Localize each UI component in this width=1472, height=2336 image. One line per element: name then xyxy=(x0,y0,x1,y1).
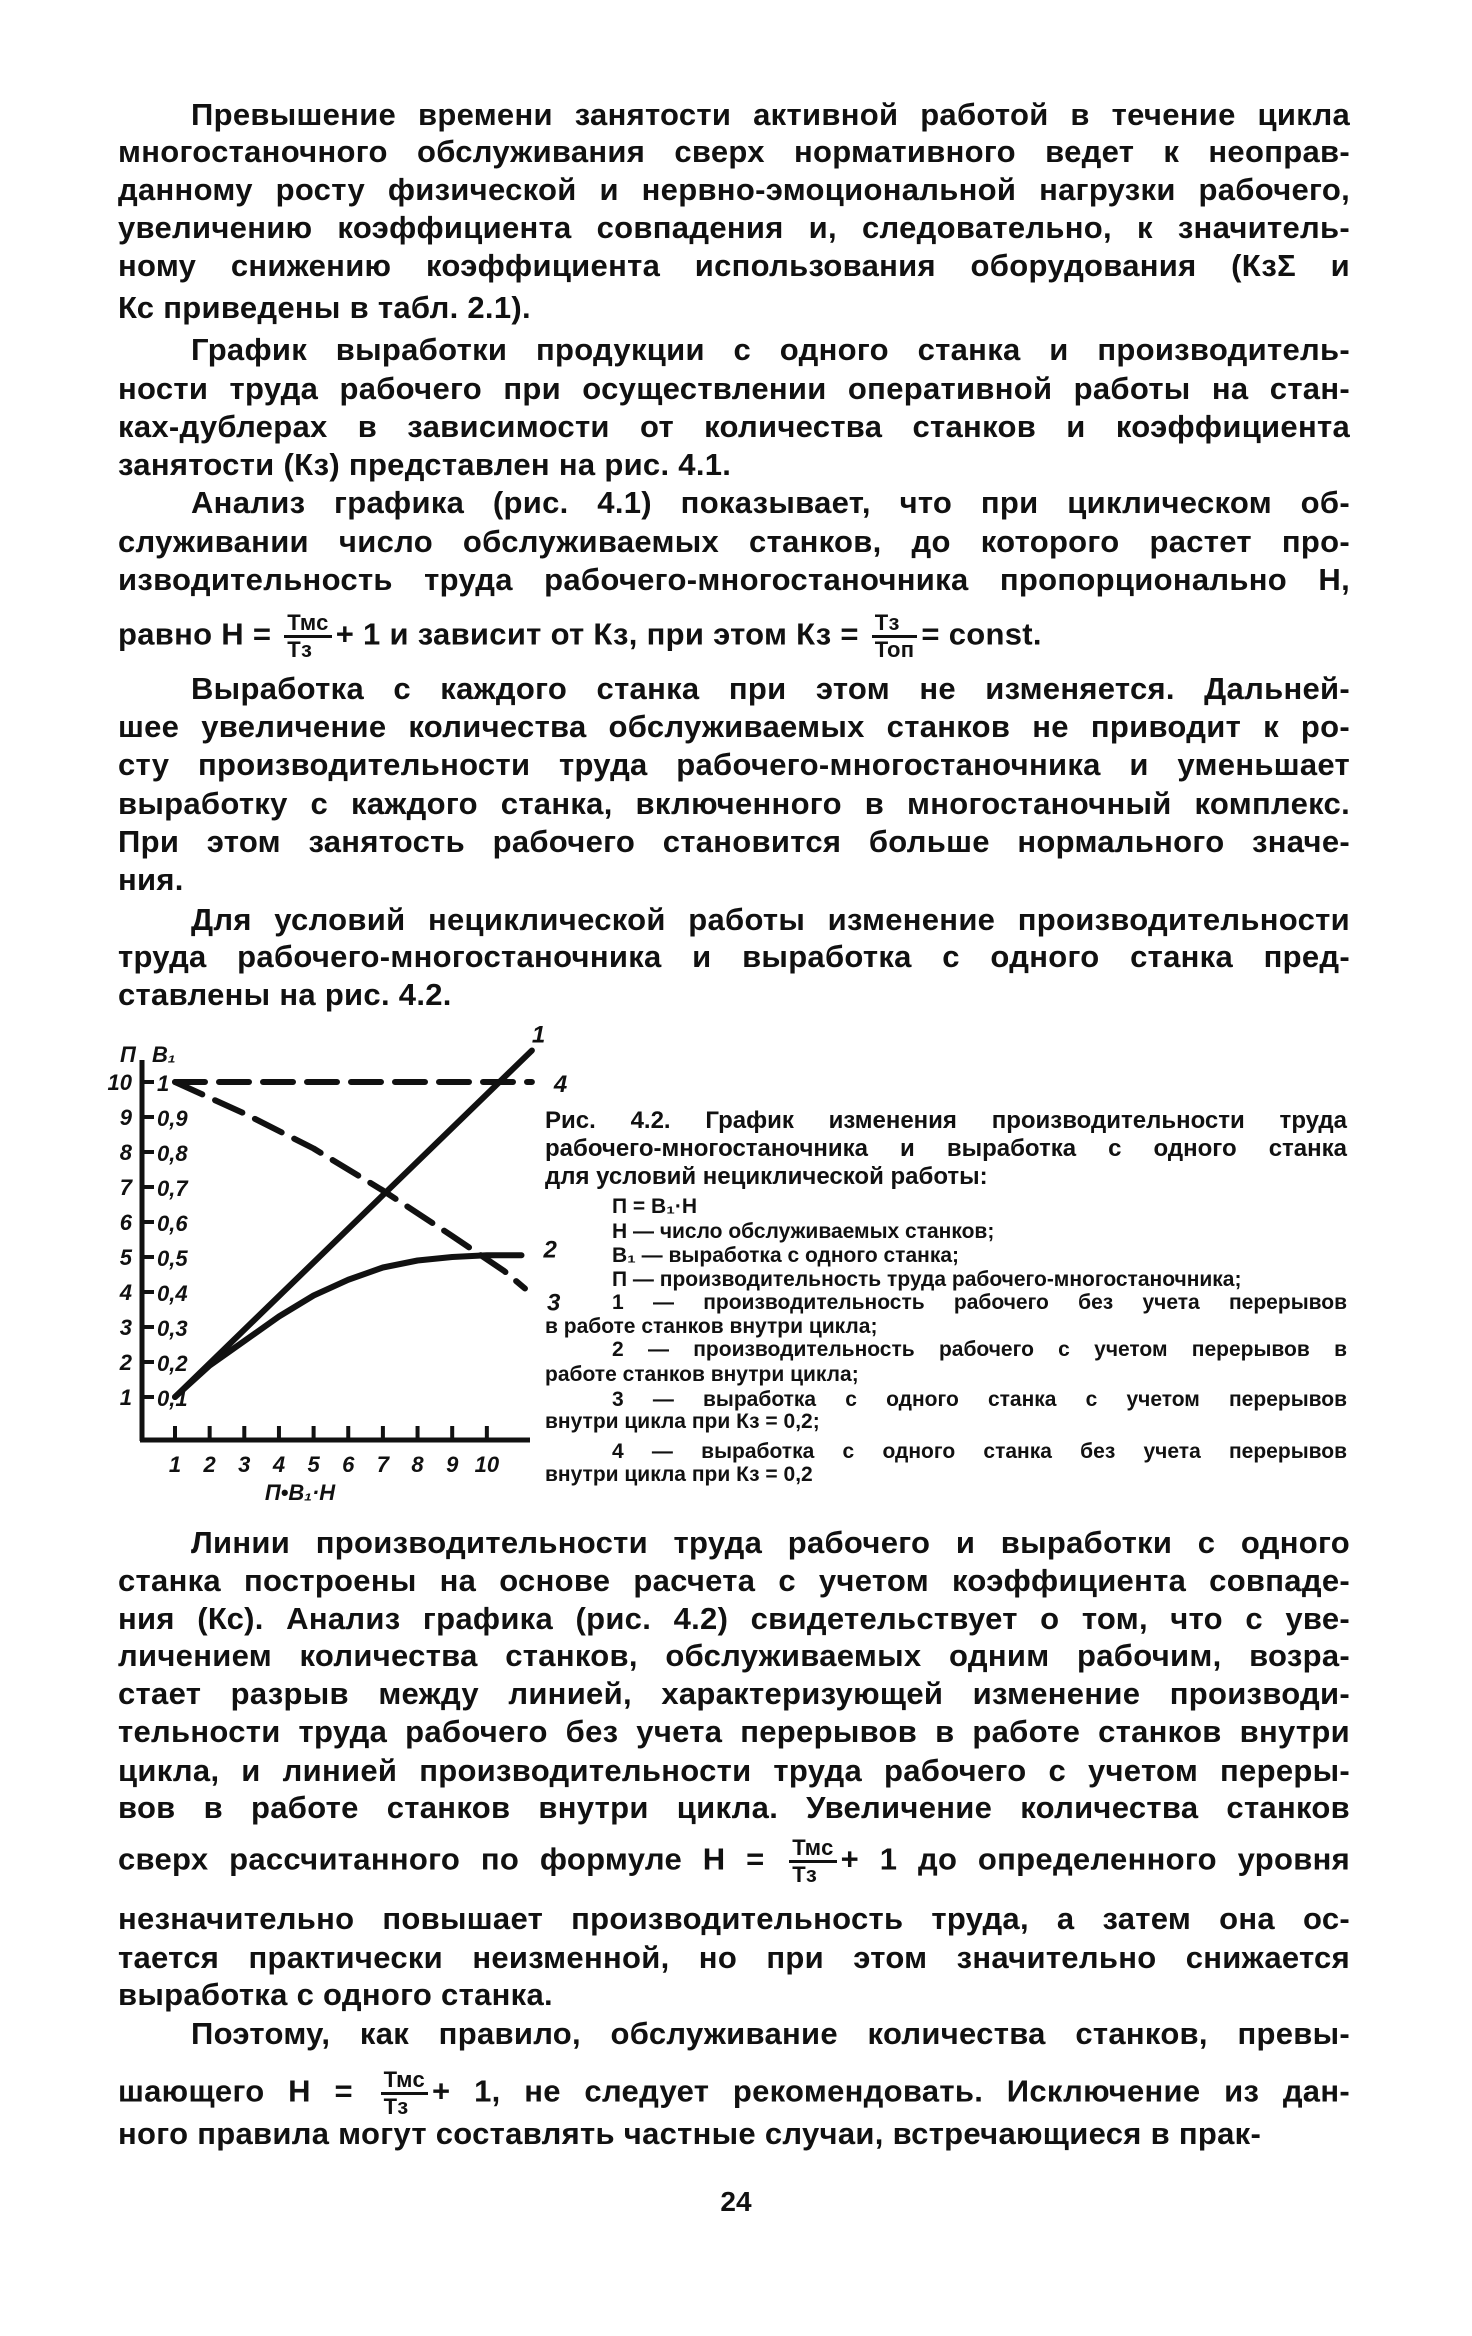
y-tick-label-B: 1 xyxy=(157,1071,170,1096)
x-tick-label: 4 xyxy=(272,1452,286,1477)
fraction-denominator: Тз xyxy=(287,636,313,662)
text-line: стает разрыв между линией, характеризующей изменение производи- xyxy=(118,1676,1350,1712)
text-line: Анализ графика (рис. 4.1) показывает, что при циклическом об- xyxy=(191,485,1350,521)
text-line: изводительность труда рабочего-многостаночника пропорционально Н, xyxy=(118,561,1350,597)
fraction xyxy=(789,1836,836,1887)
y-tick-label-B: 0,9 xyxy=(157,1106,188,1131)
series-label: 3 xyxy=(546,1289,561,1317)
y-tick-label-P: 2 xyxy=(119,1350,132,1375)
fraction xyxy=(284,611,331,662)
x-tick-label: 5 xyxy=(307,1452,320,1477)
x-tick-label: 8 xyxy=(411,1452,424,1477)
y-tick-label-B: 0,6 xyxy=(157,1211,188,1236)
y-tick-label-B: 0,8 xyxy=(157,1141,188,1166)
y-tick-label-P: 10 xyxy=(107,1070,132,1095)
caption-line: В₁ — выработка с одного станка; xyxy=(612,1244,960,1268)
caption-line: 4 — выработка с одного станка без учета перерывов xyxy=(612,1439,1347,1463)
text-line: Линии производительности труда рабочего и выработки с одного xyxy=(191,1524,1350,1560)
x-tick-label: 2 xyxy=(203,1452,216,1477)
text-segment: равно Н = xyxy=(118,616,281,652)
y-axis-title-P: П xyxy=(120,1042,136,1067)
text-line: Поэтому, как правило, обслуживание количества станков, превы- xyxy=(191,2016,1350,2052)
text-line: служивании число обслуживаемых станков, до которого растет про- xyxy=(118,523,1350,559)
y-tick-label-B: 0,7 xyxy=(157,1176,188,1201)
x-tick-label: 6 xyxy=(342,1452,355,1477)
x-tick-label: 7 xyxy=(376,1452,390,1477)
fraction-numerator: Тмс xyxy=(381,2068,428,2095)
y-tick-label-P: 3 xyxy=(119,1315,132,1340)
series-line-3 xyxy=(175,1082,525,1289)
text-line: ставлены на рис. 4.2. xyxy=(118,977,452,1013)
text-line: График выработки продукции с одного станка и производитель- xyxy=(191,332,1350,368)
y-tick-label-B: 0,2 xyxy=(157,1351,188,1376)
x-tick-label: 1 xyxy=(168,1452,182,1477)
text-line: незначительно повышает производительность труда, а затем она ос- xyxy=(118,1901,1350,1937)
x-tick-label: 3 xyxy=(238,1452,251,1477)
text-line: Для условий нециклической работы изменение производительности xyxy=(191,901,1350,937)
fraction-numerator: Тмс xyxy=(789,1836,836,1863)
y-tick-label-P: 5 xyxy=(119,1245,132,1270)
text-line: вов в работе станков внутри цикла. Увеличение количества станков xyxy=(118,1789,1350,1825)
caption-line: 2 — производительность рабочего с учетом перерывов в xyxy=(612,1338,1347,1362)
text-line: тается практически неизменной, но при этом значительно снижается xyxy=(118,1939,1350,1975)
series-label: 2 xyxy=(543,1236,557,1264)
text-line xyxy=(118,2068,1350,2119)
caption-line: внутри цикла при Кз = 0,2; xyxy=(545,1410,820,1434)
page-number: 24 xyxy=(720,2186,752,2217)
fraction-denominator: Топ xyxy=(874,636,915,662)
x-tick-label: 9 xyxy=(446,1452,459,1477)
x-tick-label: 10 xyxy=(474,1452,500,1477)
text-segment: сверх рассчитанного по формуле Н = xyxy=(118,1841,786,1877)
text-line: сту производительности труда рабочего-многостаночника и уменьшает xyxy=(118,747,1350,783)
text-segment: шающего Н = xyxy=(118,2073,377,2109)
text-line: увеличению коэффициента совпадения и, следовательно, к значитель- xyxy=(118,210,1350,246)
text-line: цикла, и линией производительности труда рабочего с учетом переры- xyxy=(118,1752,1350,1788)
caption-line: Рис. 4.2. График изменения производительности труда xyxy=(545,1106,1347,1134)
text-line: выработка с одного станка. xyxy=(118,1976,553,2012)
text-line: тельности труда рабочего без учета перерывов в работе станков внутри xyxy=(118,1714,1350,1750)
series-label: 4 xyxy=(553,1071,568,1098)
y-tick-label-B: 0,1 xyxy=(157,1386,188,1411)
text-line: Выработка с каждого станка при этом не изменяется. Дальней- xyxy=(191,670,1350,706)
y-axis-title-B: В₁ xyxy=(152,1042,176,1067)
text-line: личением количества станков, обслуживаемых одним рабочим, возра- xyxy=(118,1637,1350,1673)
caption-line: для условий нециклической работы: xyxy=(545,1162,988,1190)
text-line: Кс приведены в табл. 2.1). xyxy=(118,289,531,325)
fraction-denominator: Тз xyxy=(792,1861,818,1887)
y-tick-label-P: 8 xyxy=(119,1140,132,1165)
caption-line: 3 — выработка с одного станка с учетом перерывов xyxy=(612,1388,1347,1412)
text-line xyxy=(118,611,1350,662)
y-tick-label-B: 0,3 xyxy=(157,1316,188,1341)
text-line xyxy=(118,1836,1350,1887)
text-segment: = const. xyxy=(921,616,1042,652)
text-segment: + 1 до определенного уровня xyxy=(840,1841,1350,1877)
fraction-denominator: Тз xyxy=(383,2094,409,2120)
text-line: труда рабочего-многостаночника и выработка с одного станка пред- xyxy=(118,938,1350,974)
y-tick-label-P: 7 xyxy=(119,1175,132,1200)
text-line: ния. xyxy=(118,862,184,898)
y-tick-label-P: 6 xyxy=(119,1210,132,1235)
text-line: выработку с каждого станка, включенного в многостаночный комплекс. xyxy=(118,785,1350,821)
y-tick-label-P: 1 xyxy=(119,1385,132,1410)
text-line: многостаночного обслуживания сверх нормативного ведет к неоправ- xyxy=(118,133,1350,169)
caption-line: П — производительность труда рабочего-многостаночника; xyxy=(612,1267,1242,1291)
text-line: ности труда рабочего при осуществлении оперативной работы на стан- xyxy=(118,370,1350,406)
series-line-1 xyxy=(175,1051,532,1398)
text-line: ках-дублерах в зависимости от количества станков и коэффициента xyxy=(118,408,1350,444)
caption-line: в работе станков внутри цикла; xyxy=(545,1314,878,1338)
caption-line: работе станков внутри цикла; xyxy=(545,1363,859,1387)
caption-line: Н — число обслуживаемых станков; xyxy=(612,1220,995,1244)
text-line: При этом занятость рабочего становится больше нормального значе- xyxy=(118,823,1350,859)
y-tick-label-B: 0,4 xyxy=(157,1281,188,1306)
text-line: станка построены на основе расчета с учетом коэффициента совпаде- xyxy=(118,1562,1350,1598)
fraction xyxy=(872,611,918,662)
text-line: занятости (Кз) представлен на рис. 4.1. xyxy=(118,447,732,483)
text-line: ния (Кс). Анализ графика (рис. 4.2) свидетельствует о том, что с уве- xyxy=(118,1601,1350,1637)
text-line: шее увеличение количества обслуживаемых станков не приводит к ро- xyxy=(118,709,1350,745)
y-tick-label-P: 9 xyxy=(119,1105,132,1130)
x-axis-title: П•В₁·Н xyxy=(264,1480,336,1505)
text-segment: + 1, не следует рекомендовать. Исключение из дан- xyxy=(432,2073,1350,2109)
caption-line: 1 — производительность рабочего без учета перерывов xyxy=(612,1291,1347,1315)
fraction-numerator: Тмс xyxy=(284,611,331,638)
y-tick-label-P: 4 xyxy=(119,1280,132,1305)
text-line: данному росту физической и нервно-эмоциональной нагрузки рабочего, xyxy=(118,171,1350,207)
caption-line: П = В₁·Н xyxy=(612,1195,698,1219)
text-line: Превышение времени занятости активной работой в течение цикла xyxy=(191,96,1350,132)
series-line-2 xyxy=(175,1255,522,1397)
caption-line: внутри цикла при Кз = 0,2 xyxy=(545,1463,813,1487)
text-line: ного правила могут составлять частные случаи, встречающиеся в прак- xyxy=(118,2116,1262,2152)
caption-line: рабочего-многостаночника и выработка с одного станка xyxy=(545,1134,1347,1162)
text-line: ному снижению коэффициента использования оборудования (КзΣ и xyxy=(118,248,1350,284)
text-segment: + 1 и зависит от Кз, при этом Кз = xyxy=(335,616,868,652)
y-tick-label-B: 0,5 xyxy=(157,1246,188,1271)
fraction xyxy=(381,2068,428,2119)
series-label: 1 xyxy=(531,1021,546,1049)
fraction-numerator: Тз xyxy=(872,611,918,638)
